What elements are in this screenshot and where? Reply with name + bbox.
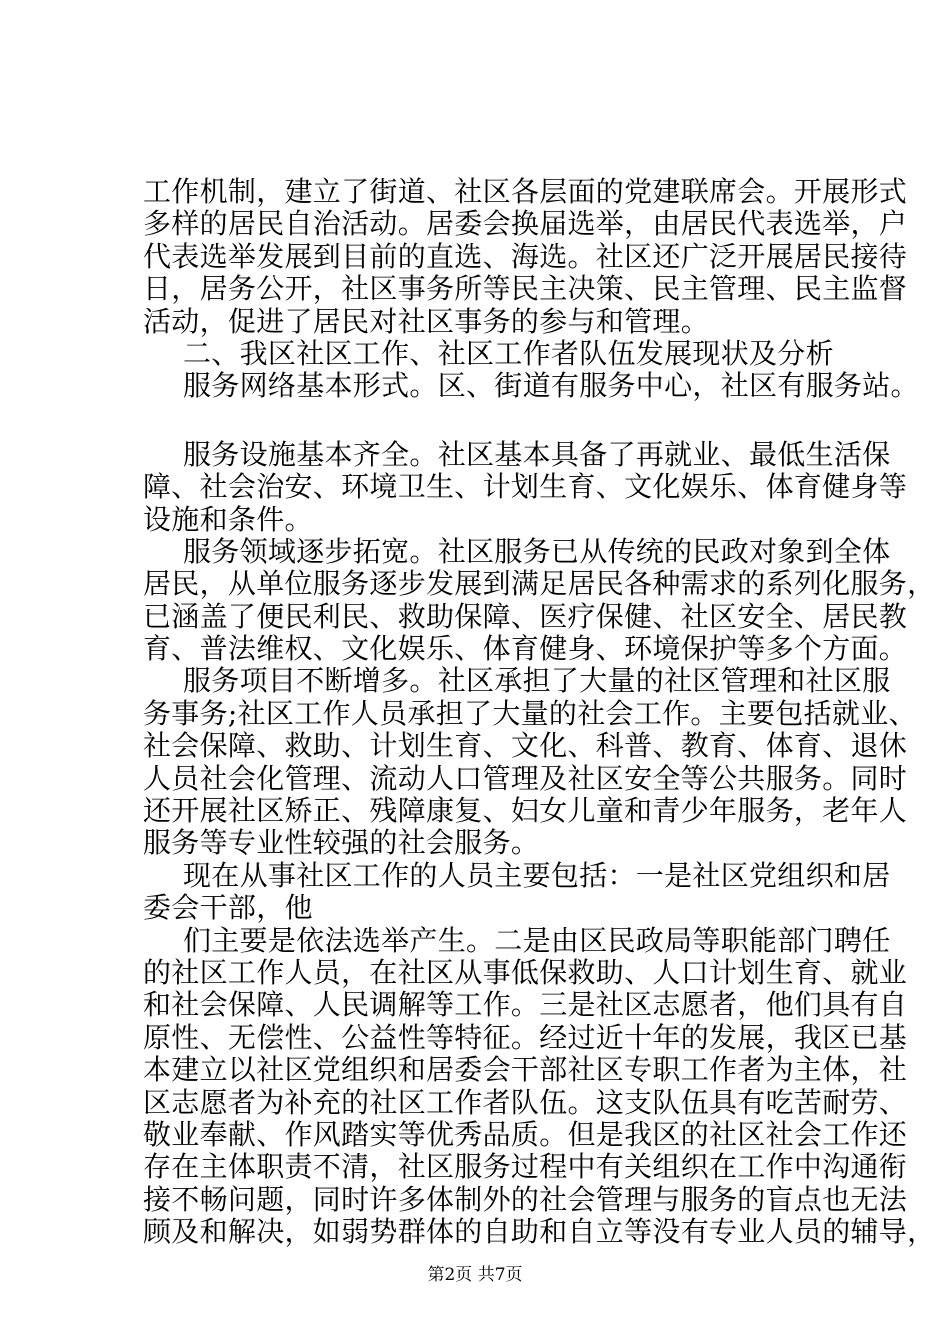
page-footer (0, 1260, 950, 1285)
text-line: 居民，从单位服务逐步发展到满足居民各种需求的系列化服务， (143, 567, 936, 601)
text-line: 日，居务公开，社区事务所等民主决策、民主管理、民主监督 (143, 272, 908, 306)
text-line: 存在主体职责不清，社区服务过程中有关组织在工作中沟通衔 (143, 1150, 908, 1184)
text-line: 顾及和解决，如弱势群体的自助和自立等没有专业人员的辅导， (143, 1215, 936, 1249)
text-line: 服务领域逐步拓宽。社区服务已从传统的民政对象到全体 (183, 534, 891, 568)
text-line: 现在从事社区工作的人员主要包括：一是社区党组织和居 (183, 858, 891, 892)
text-line: 工作机制，建立了街道、社区各层面的党建联席会。开展形式 (143, 175, 908, 208)
text-line: 接不畅问题，同时许多体制外的社会管理与服务的盲点也无法 (143, 1182, 908, 1216)
page-number: 第2页 共7页 (427, 1265, 523, 1285)
text-line: 育、普法维权、文化娱乐、体育健身、环境保护等多个方面。 (143, 632, 908, 666)
text-line: 服务网络基本形式。区、街道有服务中心，社区有服务站。 (183, 369, 919, 403)
text-line: 敬业奉献、作风踏实等优秀品质。但是我区的社区社会工作还 (143, 1117, 908, 1151)
text-line: 和社会保障、人民调解等工作。三是社区志愿者，他们具有自 (143, 988, 908, 1022)
text-line: 原性、无偿性、公益性等特征。经过近十年的发展，我区已基 (143, 1020, 908, 1054)
text-line: 服务设施基本齐全。社区基本具备了再就业、最低生活保 (183, 437, 891, 471)
text-line: 已涵盖了便民利民、救助保障、医疗保健、社区安全、居民教 (143, 599, 908, 633)
text-line: 服务等专业性较强的社会服务。 (143, 826, 540, 860)
text-line: 委会干部，他 (143, 891, 313, 925)
text-line: 务事务;社区工作人员承担了大量的社会工作。主要包括就业、 (143, 696, 917, 730)
document-body (143, 175, 936, 1249)
blank-line (143, 403, 863, 439)
text-line: 还开展社区矫正、残障康复、妇女儿童和青少年服务，老年人 (143, 794, 908, 828)
text-line: 服务项目不断增多。社区承担了大量的社区管理和社区服 (183, 664, 891, 698)
text-line: 障、社会治安、环境卫生、计划生育、文化娱乐、体育健身等 (143, 470, 908, 504)
text-line: 本建立以社区党组织和居委会干部社区专职工作者为主体，社 (143, 1053, 908, 1087)
text-line: 多样的居民自治活动。居委会换届选举，由居民代表选举，户 (143, 207, 908, 241)
text-line: 人员社会化管理、流动人口管理及社区安全等公共服务。同时 (143, 761, 908, 795)
text-line: 们主要是依法选举产生。二是由区民政局等职能部门聘任 (183, 923, 891, 957)
text-line: 活动，促进了居民对社区事务的参与和管理。 (143, 304, 710, 338)
text-line: 区志愿者为补充的社区工作者队伍。这支队伍具有吃苦耐劳、 (143, 1085, 908, 1119)
text-line: 的社区工作人员，在社区从事低保救助、人口计划生育、就业 (143, 955, 908, 989)
text-line: 设施和条件。 (143, 502, 313, 536)
text-line: 代表选举发展到目前的直选、海选。社区还广泛开展居民接待 (143, 239, 908, 273)
section-heading: 二、我区社区工作、社区工作者队伍发展现状及分析 (183, 336, 834, 370)
text-line: 社会保障、救助、计划生育、文化、科普、教育、体育、退休 (143, 729, 908, 763)
